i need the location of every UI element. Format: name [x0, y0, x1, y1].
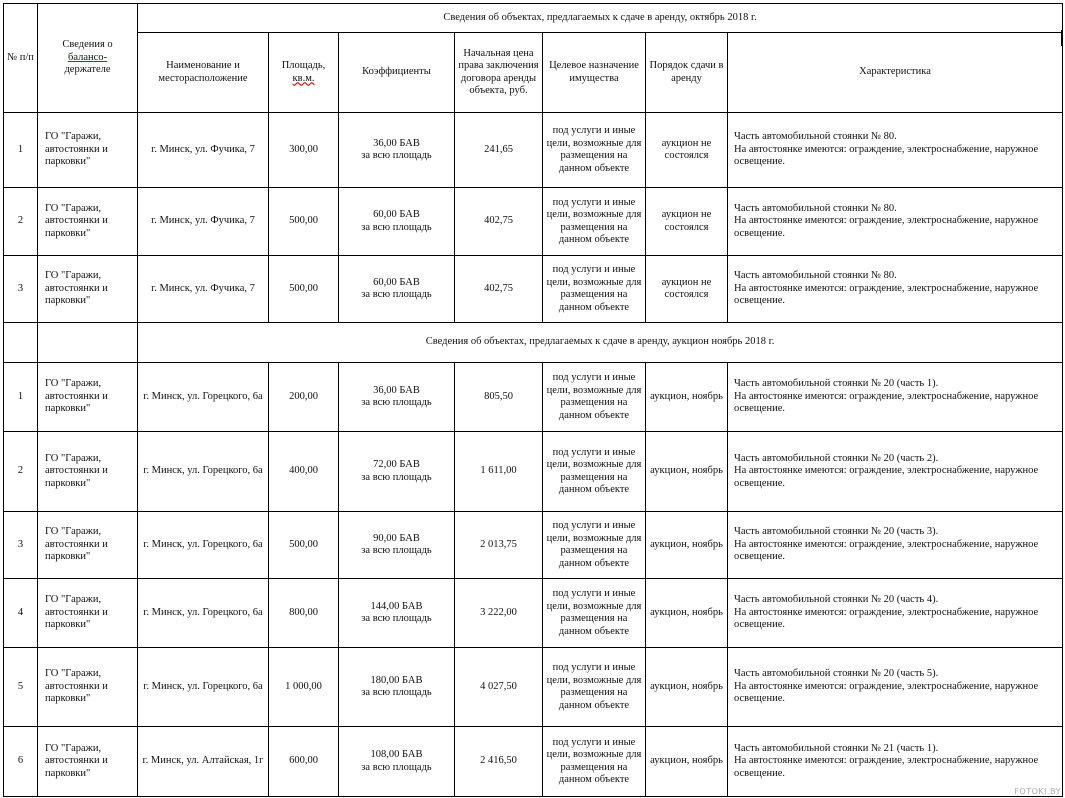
- cell-price: 2 013,75: [455, 512, 543, 579]
- cell-price: 402,75: [455, 188, 543, 256]
- cell-num: 1: [4, 113, 38, 188]
- cell-area: 500,00: [269, 188, 339, 256]
- header-price: Начальная цена права заключения договора аренды объекта, руб.: [455, 33, 543, 113]
- cell-price: 1 611,00: [455, 432, 543, 512]
- coef-scope: за всю площадь: [361, 150, 432, 161]
- cell-desc: [728, 512, 1063, 579]
- coef-value: 180,00 БАВ: [370, 674, 423, 686]
- desc-details: На автостоянке имеются: ограждение, электроснабжение, наружное освещение.: [734, 465, 1039, 489]
- header-holder-line2: балансо-: [67, 51, 108, 63]
- header-area: [269, 33, 339, 113]
- desc-details: На автостоянке имеются: ограждение, электроснабжение, наружное освещение.: [734, 215, 1039, 239]
- cell-purpose: под услуги и иные цели, возможные для размещения на данном объекте: [543, 432, 646, 512]
- desc-title: Часть автомобильной стоянки № 20 (часть 5).: [734, 668, 939, 680]
- cell-holder: ГО "Гаражи, автостоянки и парковки": [38, 512, 138, 579]
- header-holder-line3: держателе: [64, 64, 111, 76]
- cell-purpose: под услуги и иные цели, возможные для размещения на данном объекте: [543, 512, 646, 579]
- cell-coef: [339, 256, 455, 323]
- header-holder: [38, 4, 138, 113]
- desc-title: Часть автомобильной стоянки № 80.: [734, 270, 897, 282]
- cell-num: 4: [4, 579, 38, 648]
- coef-scope: за всю площадь: [361, 545, 432, 556]
- cell-order: аукцион, ноябрь: [646, 727, 728, 797]
- table-edge-line: [1061, 30, 1062, 46]
- cell-holder: ГО "Гаражи, автостоянки и парковки": [38, 113, 138, 188]
- section2-spacer: [4, 323, 38, 363]
- table-row: [4, 113, 1063, 188]
- cell-order: аукцион не состоялся: [646, 256, 728, 323]
- watermark: FOTOKI.BY: [1014, 787, 1061, 796]
- cell-coef: [339, 579, 455, 648]
- cell-desc: [728, 256, 1063, 323]
- cell-num: 3: [4, 512, 38, 579]
- cell-num: 3: [4, 256, 38, 323]
- cell-area: 500,00: [269, 512, 339, 579]
- cell-num: 2: [4, 432, 38, 512]
- cell-purpose: под услуги и иные цели, возможные для размещения на данном объекте: [543, 256, 646, 323]
- section2-row: [4, 323, 1063, 363]
- table-row: [4, 188, 1063, 256]
- coef-scope: за всю площадь: [361, 289, 432, 300]
- header-area-unit: кв.м.: [292, 72, 315, 84]
- cell-holder: ГО "Гаражи, автостоянки и парковки": [38, 363, 138, 432]
- coef-value: 72,00 БАВ: [373, 459, 420, 470]
- cell-name: г. Минск, ул. Фучика, 7: [138, 256, 269, 323]
- cell-holder: ГО "Гаражи, автостоянки и парковки": [38, 432, 138, 512]
- cell-purpose: под услуги и иные цели, возможные для размещения на данном объекте: [543, 648, 646, 727]
- cell-coef: [339, 113, 455, 188]
- cell-area: 400,00: [269, 432, 339, 512]
- desc-title: Часть автомобильной стоянки № 20 (часть 3).: [734, 526, 939, 538]
- table-row: [4, 579, 1063, 648]
- cell-coef: [339, 363, 455, 432]
- cell-area: 200,00: [269, 363, 339, 432]
- desc-title: Часть автомобильной стоянки № 80.: [734, 202, 897, 214]
- cell-coef: [339, 432, 455, 512]
- cell-order: аукцион, ноябрь: [646, 648, 728, 727]
- cell-coef: [339, 512, 455, 579]
- cell-holder: ГО "Гаражи, автостоянки и парковки": [38, 579, 138, 648]
- header-purpose: Целевое назначение имущества: [543, 33, 646, 113]
- desc-details: На автостоянке имеются: ограждение, электроснабжение, наружное освещение.: [734, 680, 1039, 705]
- cell-holder: ГО "Гаражи, автостоянки и парковки": [38, 188, 138, 256]
- cell-area: 300,00: [269, 113, 339, 188]
- desc-title: Часть автомобильной стоянки № 20 (часть 4).: [734, 594, 939, 606]
- cell-holder: ГО "Гаражи, автостоянки и парковки": [38, 648, 138, 727]
- cell-desc: [728, 363, 1063, 432]
- header-coef: Коэффициенты: [339, 33, 455, 113]
- cell-coef: [339, 727, 455, 797]
- cell-holder: ГО "Гаражи, автостоянки и парковки": [38, 727, 138, 797]
- cell-desc: [728, 579, 1063, 648]
- cell-name: г. Минск, ул. Алтайская, 1г: [138, 727, 269, 797]
- cell-coef: [339, 188, 455, 256]
- table-body: [4, 4, 1063, 797]
- cell-price: 241,65: [455, 113, 543, 188]
- cell-purpose: под услуги и иные цели, возможные для размещения на данном объекте: [543, 579, 646, 648]
- coef-scope: за всю площадь: [361, 613, 432, 624]
- section1-title: Сведения об объектах, предлагаемых к сдаче в аренду, октябрь 2018 г.: [138, 4, 1063, 33]
- cell-area: 800,00: [269, 579, 339, 648]
- cell-num: 5: [4, 648, 38, 727]
- cell-desc: [728, 113, 1063, 188]
- coef-value: 144,00 БАВ: [370, 600, 423, 612]
- coef-scope: за всю площадь: [361, 397, 432, 408]
- coef-value: 60,00 БАВ: [373, 209, 420, 220]
- cell-name: г. Минск, ул. Горецкого, 6а: [138, 579, 269, 648]
- cell-num: 1: [4, 363, 38, 432]
- cell-desc: [728, 648, 1063, 727]
- header-area-label: Площадь,: [281, 60, 326, 71]
- desc-title: Часть автомобильной стоянки № 20 (часть 1).: [734, 378, 939, 390]
- coef-value: 90,00 БАВ: [373, 532, 420, 544]
- desc-details: На автостоянке имеются: ограждение, электроснабжение, наружное освещение.: [734, 606, 1039, 631]
- table-row: [4, 512, 1063, 579]
- cell-order: аукцион, ноябрь: [646, 512, 728, 579]
- cell-purpose: под услуги и иные цели, возможные для размещения на данном объекте: [543, 363, 646, 432]
- cell-desc: [728, 188, 1063, 256]
- cell-purpose: под услуги и иные цели, возможные для размещения на данном объекте: [543, 113, 646, 188]
- table-row: [4, 727, 1063, 797]
- table-row: [4, 432, 1063, 512]
- desc-details: На автостоянке имеются: ограждение, электроснабжение, наружное освещение.: [734, 755, 1039, 779]
- cell-name: г. Минск, ул. Горецкого, 6а: [138, 363, 269, 432]
- header-row-1: [4, 4, 1063, 33]
- header-order: Порядок сдачи в аренду: [646, 33, 728, 113]
- desc-title: Часть автомобильной стоянки № 21 (часть 1).: [734, 742, 939, 754]
- cell-price: 805,50: [455, 363, 543, 432]
- header-name: Наименование и месторасположение: [138, 33, 269, 113]
- desc-details: На автостоянке имеются: ограждение, электроснабжение, наружное освещение.: [734, 143, 1039, 168]
- cell-name: г. Минск, ул. Горецкого, 6а: [138, 512, 269, 579]
- table-row: [4, 363, 1063, 432]
- cell-area: 1 000,00: [269, 648, 339, 727]
- cell-desc: [728, 727, 1063, 797]
- coef-value: 60,00 БАВ: [373, 276, 420, 288]
- coef-scope: за всю площадь: [361, 471, 432, 483]
- desc-title: Часть автомобильной стоянки № 80.: [734, 131, 897, 143]
- cell-order: аукцион, ноябрь: [646, 579, 728, 648]
- coef-value: 108,00 БАВ: [370, 749, 423, 760]
- cell-coef: [339, 648, 455, 727]
- desc-details: На автостоянке имеются: ограждение, электроснабжение, наружное освещение.: [734, 390, 1039, 415]
- cell-order: аукцион, ноябрь: [646, 432, 728, 512]
- cell-price: 2 416,50: [455, 727, 543, 797]
- cell-name: г. Минск, ул. Горецкого, 6а: [138, 648, 269, 727]
- cell-order: аукцион не состоялся: [646, 188, 728, 256]
- cell-desc: [728, 432, 1063, 512]
- desc-details: На автостоянке имеются: ограждение, электроснабжение, наружное освещение.: [734, 538, 1039, 563]
- cell-area: 500,00: [269, 256, 339, 323]
- cell-name: г. Минск, ул. Фучика, 7: [138, 188, 269, 256]
- section2-title: Сведения об объектах, предлагаемых к сдаче в аренду, аукцион ноябрь 2018 г.: [138, 323, 1063, 363]
- cell-order: аукцион, ноябрь: [646, 363, 728, 432]
- header-num: № п/п: [4, 4, 38, 113]
- header-desc: Характеристика: [728, 33, 1063, 113]
- table-row: [4, 256, 1063, 323]
- cell-price: 3 222,00: [455, 579, 543, 648]
- cell-price: 4 027,50: [455, 648, 543, 727]
- cell-num: 6: [4, 727, 38, 797]
- header-holder-line1: Сведения о: [62, 39, 113, 51]
- cell-name: г. Минск, ул. Горецкого, 6а: [138, 432, 269, 512]
- table-row: [4, 648, 1063, 727]
- cell-area: 600,00: [269, 727, 339, 797]
- cell-purpose: под услуги и иные цели, возможные для размещения на данном объекте: [543, 188, 646, 256]
- cell-name: г. Минск, ул. Фучика, 7: [138, 113, 269, 188]
- desc-details: На автостоянке имеются: ограждение, электроснабжение, наружное освещение.: [734, 282, 1039, 307]
- rental-objects-table: [3, 3, 1063, 797]
- coef-scope: за всю площадь: [361, 687, 432, 698]
- cell-holder: ГО "Гаражи, автостоянки и парковки": [38, 256, 138, 323]
- cell-purpose: под услуги и иные цели, возможные для размещения на данном объекте: [543, 727, 646, 797]
- desc-title: Часть автомобильной стоянки № 20 (часть 2).: [734, 452, 939, 464]
- cell-order: аукцион не состоялся: [646, 113, 728, 188]
- cell-price: 402,75: [455, 256, 543, 323]
- coef-scope: за всю площадь: [361, 221, 432, 233]
- section2-spacer: [38, 323, 138, 363]
- coef-scope: за всю площадь: [361, 761, 432, 773]
- cell-num: 2: [4, 188, 38, 256]
- coef-value: 36,00 БАВ: [373, 384, 420, 396]
- header-row-2: [4, 33, 1063, 113]
- coef-value: 36,00 БАВ: [373, 137, 420, 149]
